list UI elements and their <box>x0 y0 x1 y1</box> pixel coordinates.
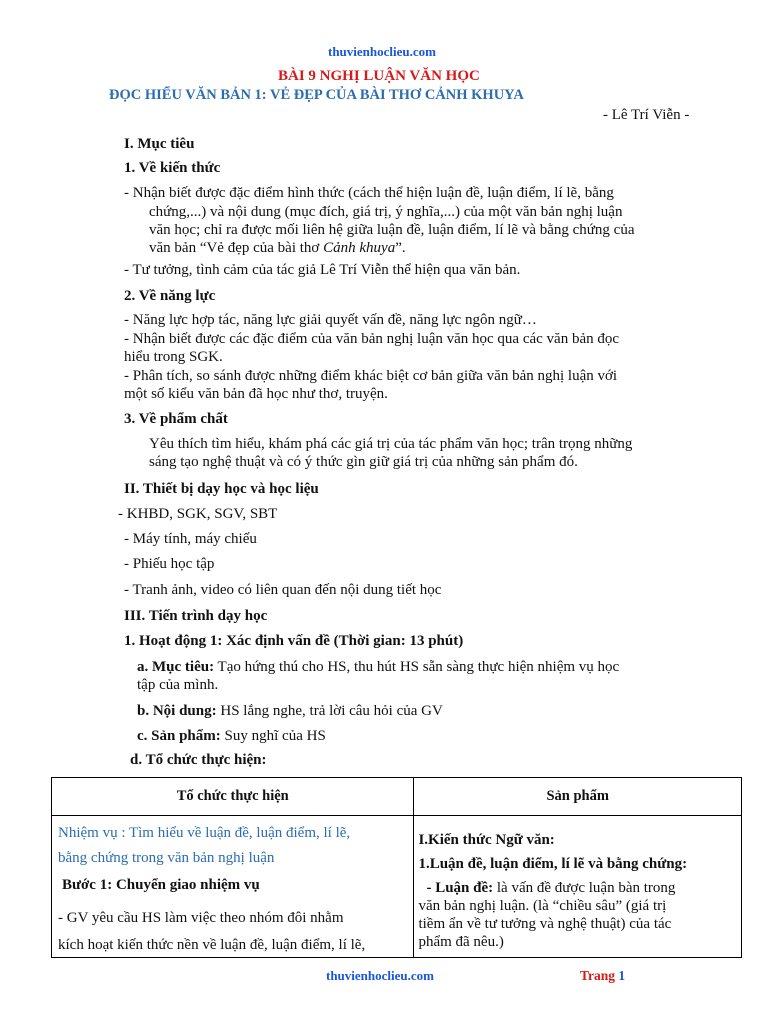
competence-line-4: - Phân tích, so sánh được những điểm khác biệt cơ bản giữa văn bản nghị luận với <box>124 368 618 384</box>
section-2-heading: II. Thiết bị dạy học và học liệu <box>124 481 319 497</box>
gv-line-2: kích hoạt kiến thức nền về luận đề, luận điểm, lí lẽ, <box>58 937 366 953</box>
competence-line-5: một số kiểu văn bản đã học như thơ, truyện. <box>124 386 388 402</box>
knowledge-item-1-line-4 <box>149 240 406 257</box>
thesis-line-3: tiềm ẩn về tư tưởng và nghệ thuật) của tác <box>418 916 672 932</box>
objective-text: Tạo hứng thú cho HS, thu hút HS sẵn sàng thực hiện nhiệm vụ học <box>214 659 620 675</box>
thesis-line-4: phẩm đã nêu.) <box>418 934 504 950</box>
footer-site-link[interactable]: thuvienhoclieu.com <box>326 968 434 983</box>
task-line-1: Nhiệm vụ : Tìm hiểu về luận đề, luận điểm, lí lẽ, <box>58 825 351 841</box>
content-label: b. Nội dung: <box>137 703 217 719</box>
objective-line-1 <box>137 659 619 676</box>
product-text: Suy nghĩ của HS <box>220 728 326 744</box>
task-line-2: bằng chứng trong văn bản nghị luận <box>58 850 275 866</box>
quality-line-2: sáng tạo nghệ thuật và có ý thức gìn giữ giá trị của những sản phẩm đó. <box>149 454 578 470</box>
quality-heading: 3. Về phẩm chất <box>124 411 228 427</box>
table-header-cell: Sản phẩm <box>414 778 742 816</box>
equipment-item-4: - Tranh ảnh, video có liên quan đến nội dung tiết học <box>124 582 442 598</box>
knowledge-item-1-line-4-c: ”. <box>395 240 406 256</box>
page-number-value: 1 <box>618 968 626 983</box>
equipment-item-3: - Phiếu học tập <box>124 556 215 572</box>
competence-line-1: - Năng lực hợp tác, năng lực giải quyết vấn đề, năng lực ngôn ngữ… <box>124 312 537 328</box>
activity-table <box>51 777 742 958</box>
gv-line-1: - GV yêu cầu HS làm việc theo nhóm đôi nhằm <box>58 910 344 926</box>
organize-heading: d. Tổ chức thực hiện: <box>130 752 267 768</box>
knowledge-heading: 1. Về kiến thức <box>124 160 221 176</box>
thesis-line-1 <box>426 880 675 897</box>
knowledge-item-1-line-2: chứng,...) và nội dung (mục đích, giá trị, ý nghĩa,...) của một văn bản nghị luận <box>149 204 623 220</box>
competence-heading: 2. Về năng lực <box>124 288 216 304</box>
equipment-item-2: - Máy tính, máy chiếu <box>124 531 257 547</box>
product-line <box>137 728 326 745</box>
lesson-title: BÀI 9 NGHỊ LUẬN VĂN HỌC <box>278 68 480 84</box>
thesis-label: - Luận đề: <box>426 880 494 896</box>
section-3-heading: III. Tiến trình dạy học <box>124 608 268 624</box>
product-heading-1: I.Kiến thức Ngữ văn: <box>418 832 555 848</box>
competence-line-2: - Nhận biết được các đặc điểm của văn bản nghị luận văn học qua các văn bản đọc <box>124 331 620 347</box>
page-label: Trang <box>580 968 616 983</box>
objective-line-2: tập của mình. <box>137 677 219 693</box>
reading-title: ĐỌC HIỂU VĂN BẢN 1: VẺ ĐẸP CỦA BÀI THƠ CẢNH KHUYA <box>109 87 524 103</box>
header-site-link[interactable]: thuvienhoclieu.com <box>328 44 436 59</box>
competence-line-3: hiểu trong SGK. <box>124 349 223 365</box>
author-line: - Lê Trí Viễn - <box>603 107 690 123</box>
knowledge-item-1-line-1: - Nhận biết được đặc điểm hình thức (cách thể hiện luận đề, luận điểm, lí lẽ, bằng <box>124 185 614 201</box>
thesis-line-2: văn bản nghị luận. (là “chiều sâu” (giá trị <box>418 898 667 914</box>
product-label: c. Sản phẩm: <box>137 728 221 744</box>
table-cell-organize <box>52 816 414 958</box>
knowledge-item-1-line-4-a: văn bản “Vẻ đẹp của bài thơ <box>149 240 324 256</box>
table-header-cell: Tổ chức thực hiện <box>52 778 414 816</box>
content-line <box>137 703 443 720</box>
quality-line-1: Yêu thích tìm hiểu, khám phá các giá trị của tác phẩm văn học; trân trọng những <box>149 436 633 452</box>
page-number <box>580 968 625 984</box>
table-header-row <box>52 778 742 816</box>
product-heading-2: 1.Luận đề, luận điểm, lí lẽ và bằng chứng: <box>418 856 688 872</box>
thesis-text: là vấn đề được luận bàn trong <box>493 880 676 896</box>
poem-title: Cảnh khuya <box>323 240 396 256</box>
table-row <box>52 816 742 958</box>
knowledge-item-2: - Tư tưởng, tình cảm của tác giả Lê Trí Viễn thể hiện qua văn bản. <box>124 262 521 278</box>
activity-1-heading: 1. Hoạt động 1: Xác định vấn đề (Thời gian: 13 phút) <box>124 633 464 649</box>
knowledge-item-1-line-3: văn học; chỉ ra được mối liên hệ giữa luận đề, luận điểm, lí lẽ và bằng chứng của <box>149 222 635 238</box>
equipment-item-1: - KHBD, SGK, SGV, SBT <box>118 506 278 522</box>
section-1-heading: I. Mục tiêu <box>124 136 195 152</box>
table-cell-product <box>414 816 742 958</box>
objective-label: a. Mục tiêu: <box>137 659 215 675</box>
step-1-heading: Bước 1: Chuyển giao nhiệm vụ <box>62 877 260 893</box>
content-text: HS lắng nghe, trả lời câu hỏi của GV <box>216 703 443 719</box>
